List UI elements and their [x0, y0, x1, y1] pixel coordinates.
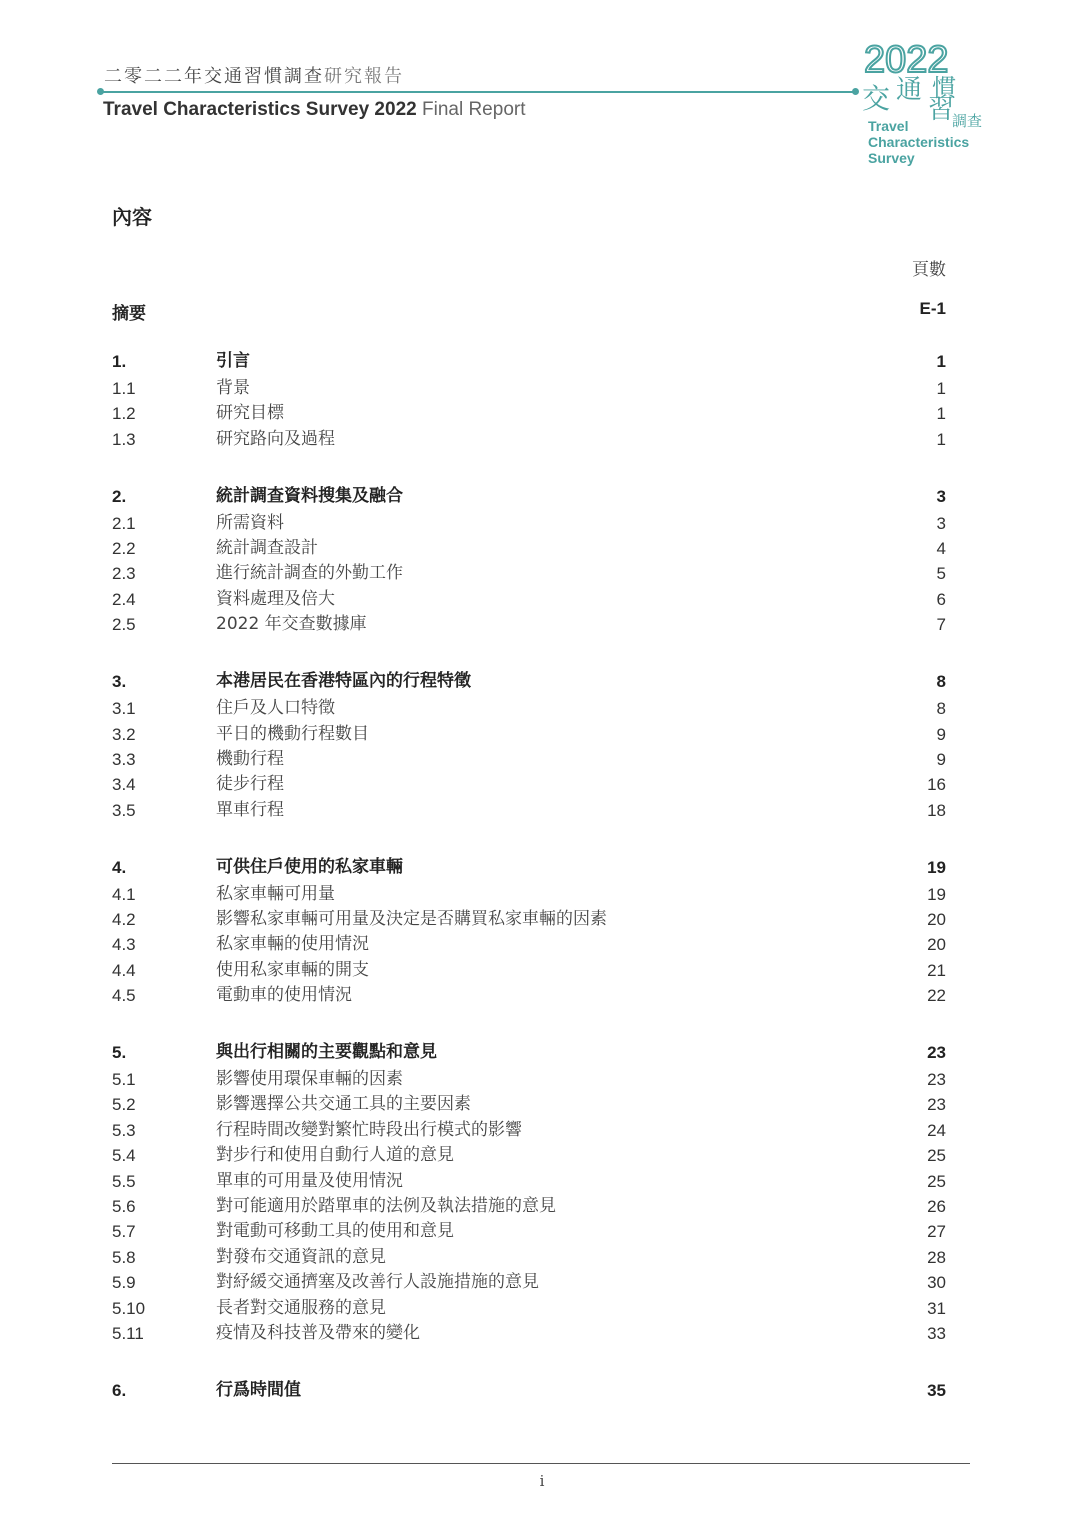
toc-title: 長者對交通服務的意見: [216, 1297, 386, 1318]
toc-number: 2.4: [112, 589, 136, 609]
logo-char-3: 習: [928, 95, 955, 125]
toc-title: 私家車輛可用量: [216, 883, 335, 904]
toc-title: 影響選擇公共交通工具的主要因素: [216, 1094, 471, 1115]
toc-title: 研究路向及過程: [216, 428, 335, 449]
toc-entry-row[interactable]: [112, 907, 946, 932]
toc-title: 單車的可用量及使用情況: [216, 1170, 403, 1191]
toc-number: 4.3: [112, 935, 136, 955]
toc-summary-label: 摘要: [112, 304, 146, 324]
toc-title: 使用私家車輛的開支: [216, 959, 369, 980]
toc-chapter-row[interactable]: [112, 667, 946, 696]
toc-number: 5.8: [112, 1247, 136, 1267]
logo-en-travel: Travel: [868, 118, 909, 134]
logo-char-1: 交: [862, 82, 891, 115]
logo-en-characteristics: Characteristics: [868, 134, 970, 150]
toc-title: 與出行相關的主要觀點和意見: [216, 1042, 437, 1063]
report-title-zh: [104, 62, 404, 88]
toc-number: 4.1: [112, 884, 136, 904]
toc-title: 對步行和使用自動行人道的意見: [216, 1145, 454, 1166]
toc-page: 4: [936, 539, 946, 559]
toc-title: 平日的機動行程數目: [216, 723, 369, 744]
toc-number: 5.3: [112, 1120, 136, 1140]
toc-section: [112, 853, 946, 1009]
toc-number: 5.1: [112, 1070, 136, 1090]
toc-page: 1: [936, 379, 946, 398]
toc-title: 私家車輛的使用情況: [216, 934, 369, 955]
toc-page: 9: [936, 724, 946, 744]
toc-entry-row[interactable]: [112, 1245, 946, 1270]
toc-page: 9: [936, 749, 946, 769]
toc-entry-row[interactable]: [112, 1219, 946, 1244]
toc-entry-row[interactable]: [112, 1194, 946, 1219]
toc-number: 5.: [112, 1043, 127, 1063]
toc-page: 19: [927, 884, 946, 904]
toc-entry-row[interactable]: [112, 536, 946, 561]
toc-page: 27: [927, 1222, 946, 1242]
report-title-zh-main: 二零二二年交通習慣調查: [104, 66, 324, 87]
toc-title: 住戶及人口特徵: [216, 698, 335, 719]
toc-entry-row[interactable]: [112, 1296, 946, 1321]
toc-entry-row[interactable]: [112, 1143, 946, 1168]
logo-char-4: 慣: [932, 74, 956, 102]
toc-page: 23: [927, 1095, 946, 1115]
logo-char-5: 調查: [952, 112, 983, 130]
toc-title: 影響使用環保車輛的因素: [216, 1069, 403, 1090]
toc-title: 統計調查資料搜集及融合: [216, 485, 403, 506]
logo-en-survey: Survey: [868, 150, 915, 166]
toc-entry-row[interactable]: [112, 772, 946, 797]
report-title-en-main: Travel Characteristics Survey 2022: [103, 99, 417, 120]
toc-title: 進行統計調查的外勤工作: [216, 563, 403, 584]
toc-title: 所需資料: [216, 512, 284, 533]
toc-title: 徒步行程: [216, 774, 284, 795]
logo-year: 2022: [864, 39, 949, 81]
toc-chapter-row[interactable]: [112, 347, 946, 376]
toc-page: 26: [927, 1196, 946, 1216]
toc-number: 5.2: [112, 1095, 136, 1115]
toc-number: 1.2: [112, 404, 136, 424]
toc-title: 背景: [216, 378, 250, 398]
toc-number: 2.: [112, 486, 127, 506]
toc-number: 5.4: [112, 1146, 136, 1166]
toc-page: 30: [927, 1273, 946, 1293]
header-rule: [100, 91, 856, 93]
toc-entry-row[interactable]: [112, 932, 946, 957]
toc-page: 24: [927, 1120, 946, 1140]
toc-number: 3.: [112, 672, 127, 692]
toc-list: [112, 347, 946, 1434]
toc-summary-page: E-1: [919, 299, 946, 318]
toc-number: 4.5: [112, 986, 136, 1006]
toc-entry-row[interactable]: [112, 1118, 946, 1143]
toc-chapter-row[interactable]: [112, 1038, 946, 1067]
toc-title: 對可能適用於踏單車的法例及執法措施的意見: [216, 1195, 556, 1216]
toc-page: 1: [936, 404, 946, 424]
toc-chapter-row[interactable]: [112, 1376, 946, 1405]
toc-title: 統計調查設計: [216, 538, 318, 559]
toc-entry-row[interactable]: [112, 722, 946, 747]
toc-title: 行爲時間值: [216, 1379, 301, 1400]
toc-entry-row[interactable]: [112, 1270, 946, 1295]
toc-entry-row[interactable]: [112, 747, 946, 772]
toc-number: 2.2: [112, 539, 136, 559]
toc-entry-row[interactable]: [112, 612, 946, 637]
toc-page: 19: [927, 857, 946, 877]
toc-title: 對發布交通資訊的意見: [216, 1246, 386, 1267]
toc-entry-row[interactable]: [112, 376, 946, 401]
survey-logo: [856, 38, 984, 168]
toc-chapter-row[interactable]: [112, 482, 946, 511]
toc-title: 引言: [216, 351, 250, 371]
toc-title: 機動行程: [216, 748, 284, 769]
toc-number: 5.10: [112, 1298, 146, 1318]
toc-entry-row[interactable]: [112, 882, 946, 907]
toc-title: 研究目標: [216, 403, 284, 424]
toc-number: 1.: [112, 352, 127, 371]
toc-title: 電動車的使用情況: [216, 985, 352, 1006]
toc-section: [112, 1038, 946, 1346]
toc-entry-row[interactable]: [112, 983, 946, 1008]
report-title-en: [103, 99, 526, 121]
toc-page: 3: [936, 513, 946, 533]
toc-title: 影響私家車輛可用量及決定是否購買私家車輛的因素: [216, 908, 607, 929]
toc-page: 21: [927, 960, 946, 980]
toc-page: 8: [936, 699, 946, 719]
page-column-label: 頁數: [912, 260, 946, 280]
toc-page: 8: [936, 672, 946, 692]
toc-page: 25: [927, 1146, 946, 1166]
toc-page: 16: [927, 775, 946, 795]
toc-number: 5.5: [112, 1171, 136, 1191]
toc-title: 本港居民在香港特區內的行程特徵: [216, 671, 471, 692]
toc-number: 5.9: [112, 1273, 136, 1293]
toc-number: 3.3: [112, 749, 136, 769]
toc-entry-row[interactable]: [112, 511, 946, 536]
toc-number: 1.3: [112, 429, 136, 449]
logo-char-2: 通: [896, 75, 923, 105]
toc-page: 25: [927, 1171, 946, 1191]
footer-page-number: i: [539, 1472, 545, 1490]
toc-section: [112, 347, 946, 452]
toc-entry-row[interactable]: [112, 427, 946, 452]
toc-page: 20: [927, 909, 946, 929]
toc-number: 5.6: [112, 1196, 136, 1216]
toc-section: [112, 1376, 946, 1405]
toc-title: 行程時間改變對繁忙時段出行模式的影響: [216, 1119, 522, 1140]
toc-entry-row[interactable]: [112, 1067, 946, 1092]
footer-rule: [112, 1463, 970, 1464]
toc-number: 3.1: [112, 699, 136, 719]
toc-number: 1.1: [112, 379, 136, 398]
toc-entry-row[interactable]: [112, 958, 946, 983]
toc-number: 4.: [112, 857, 127, 877]
header-rule-dot-left: [97, 88, 104, 95]
toc-page: 33: [927, 1323, 946, 1343]
toc-title: 資料處理及倍大: [216, 588, 335, 609]
toc-entry-row[interactable]: [112, 401, 946, 426]
toc-page: 1: [936, 352, 946, 371]
toc-number: 3.4: [112, 775, 136, 795]
toc-title: 疫情及科技普及帶來的變化: [216, 1322, 420, 1343]
toc-number: 5.11: [112, 1323, 144, 1343]
toc-entry-row[interactable]: [112, 587, 946, 612]
toc-number: 3.2: [112, 724, 136, 744]
report-title-zh-rest: 研究報告: [324, 66, 404, 87]
toc-title: 內容: [112, 205, 152, 229]
toc-number: 4.2: [112, 909, 136, 929]
toc-number: 5.7: [112, 1222, 136, 1242]
toc-entry-row[interactable]: [112, 561, 946, 586]
toc-title: 可供住戶使用的私家車輛: [216, 856, 403, 877]
toc-title: 2022 年交查數據庫: [216, 614, 367, 635]
toc-page: 3: [936, 486, 946, 506]
toc-title: 單車行程: [216, 799, 284, 820]
toc-number: 6.: [112, 1380, 127, 1400]
report-title-en-rest: Final Report: [416, 99, 526, 120]
toc-page: 23: [927, 1070, 946, 1090]
toc-section: [112, 482, 946, 638]
toc-number: 2.5: [112, 615, 136, 635]
toc-page: 31: [927, 1298, 946, 1318]
toc-title: 對電動可移動工具的使用和意見: [216, 1221, 454, 1242]
toc-page: 5: [936, 564, 946, 584]
toc-page: 7: [936, 615, 946, 635]
toc-entry-row[interactable]: [112, 1321, 946, 1346]
toc-page: 20: [927, 935, 946, 955]
toc-page: 28: [927, 1247, 946, 1267]
toc-page: 18: [927, 800, 946, 820]
toc-chapter-row[interactable]: [112, 853, 946, 882]
toc-entry-row[interactable]: [112, 1169, 946, 1194]
toc-entry-row[interactable]: [112, 1092, 946, 1117]
toc-number: 3.5: [112, 800, 136, 820]
toc-summary-row[interactable]: [112, 299, 946, 325]
toc-page: 1: [936, 429, 946, 449]
toc-entry-row[interactable]: [112, 798, 946, 823]
toc-page: 23: [927, 1043, 946, 1063]
toc-entry-row[interactable]: [112, 696, 946, 721]
toc-title: 對紓緩交通擠塞及改善行人設施措施的意見: [216, 1272, 539, 1293]
toc-page: 6: [936, 589, 946, 609]
toc-page: 35: [927, 1380, 946, 1400]
toc-number: 2.3: [112, 564, 136, 584]
toc-number: 2.1: [112, 513, 136, 533]
toc-number: 4.4: [112, 960, 136, 980]
toc-section: [112, 667, 946, 823]
toc-page: 22: [927, 986, 946, 1006]
